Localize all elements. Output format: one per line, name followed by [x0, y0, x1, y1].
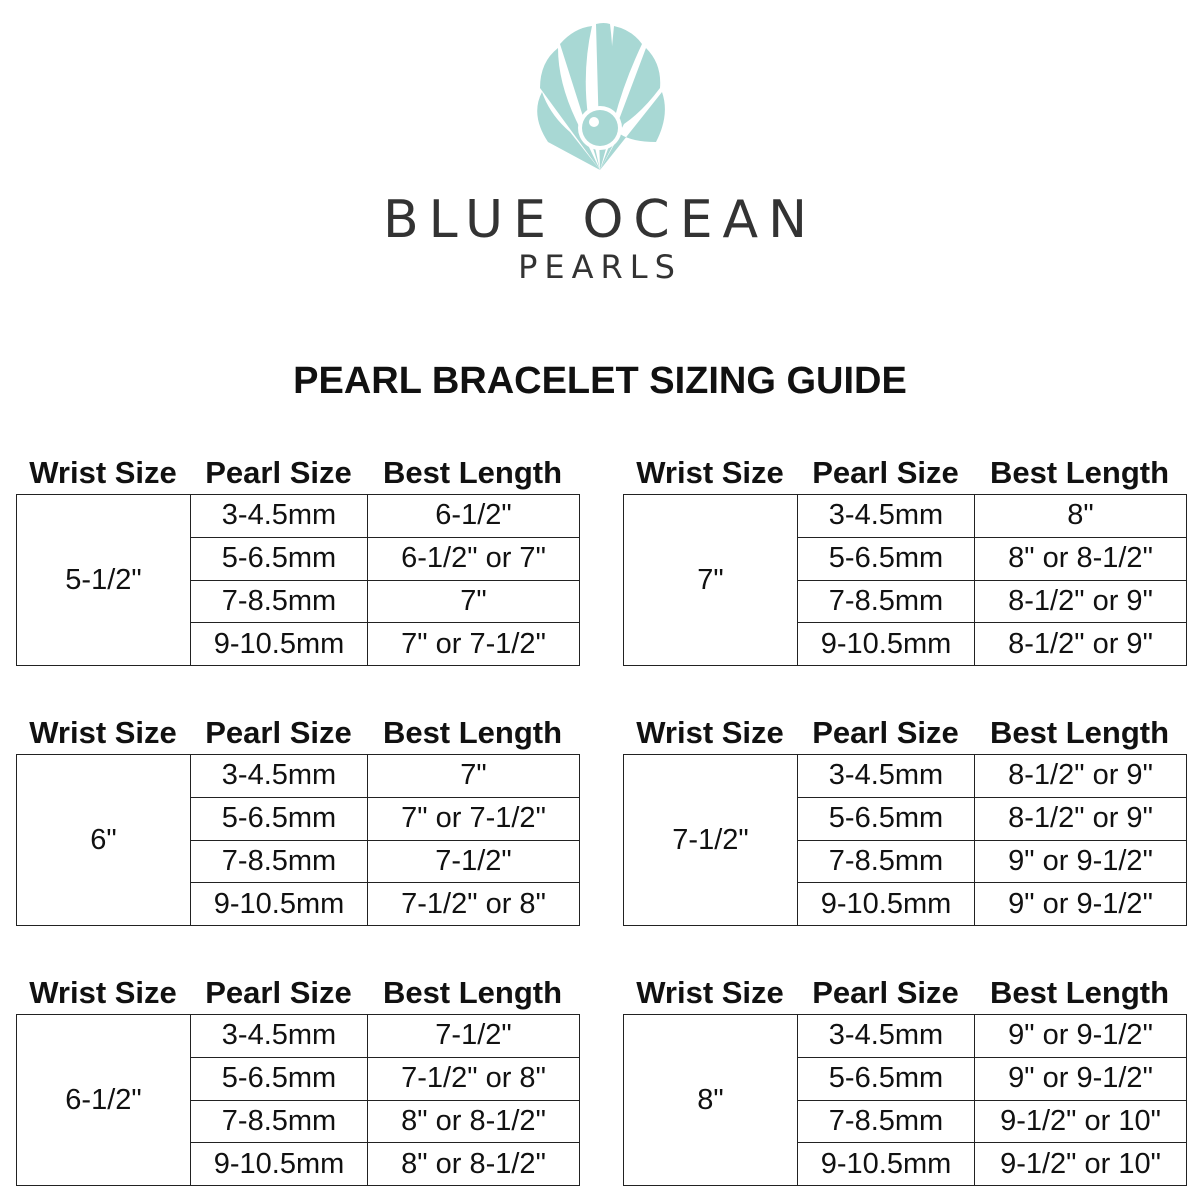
brand-name: BLUE OCEAN: [382, 190, 818, 250]
best-length-header: Best Length: [989, 455, 1170, 490]
wrist-size-cell: 8": [624, 1015, 798, 1185]
wrist-size-cell: 7-1/2": [624, 755, 798, 925]
table-row: [798, 538, 1186, 581]
pearl-size-header: Pearl Size: [205, 715, 352, 750]
best-length-cell: 9-1/2" or 10": [1000, 1104, 1161, 1137]
table-row: [191, 883, 579, 925]
table-header: [623, 972, 1187, 1014]
table-row: [191, 538, 579, 581]
table-row: [191, 495, 579, 538]
pearl-size-cell: 5-6.5mm: [798, 538, 975, 580]
pearl-size-cell: 3-4.5mm: [798, 495, 975, 537]
wrist-size-header: Wrist Size: [29, 715, 177, 750]
table-row: [798, 1143, 1186, 1185]
table-row: [798, 1015, 1186, 1058]
wrist-size-cell: 6": [17, 755, 191, 925]
table-grid: [623, 1014, 1187, 1186]
wrist-size-header: Wrist Size: [636, 715, 784, 750]
best-length-cell: 8-1/2" or 9": [1008, 584, 1153, 617]
best-length-header: Best Length: [382, 455, 563, 490]
table-row: [191, 798, 579, 841]
best-length-cell: 8-1/2" or 9": [1008, 627, 1153, 660]
best-length-cell: 9-1/2" or 10": [1000, 1147, 1161, 1180]
best-length-cell: 7-1/2": [435, 1019, 512, 1052]
table-row: [798, 1058, 1186, 1101]
pearl-size-cell: 7-8.5mm: [191, 841, 368, 883]
best-length-cell: 6-1/2": [435, 499, 512, 532]
size-table: [16, 712, 580, 926]
table-row: [191, 1058, 579, 1101]
table-grid: [16, 494, 580, 666]
table-row: [798, 798, 1186, 841]
best-length-cell: 7-1/2": [435, 844, 512, 877]
table-row: [798, 495, 1186, 538]
pearl-size-cell: 3-4.5mm: [191, 1015, 368, 1057]
best-length-cell: 7" or 7-1/2": [401, 627, 546, 660]
table-grid: [16, 1014, 580, 1186]
table-grid: [623, 494, 1187, 666]
pearl-size-header: Pearl Size: [812, 715, 959, 750]
wrist-size-header: Wrist Size: [636, 455, 784, 490]
pearl-size-cell: 9-10.5mm: [191, 883, 368, 925]
best-length-cell: 8" or 8-1/2": [401, 1104, 546, 1137]
best-length-header: Best Length: [989, 975, 1170, 1010]
pearl-size-header: Pearl Size: [205, 975, 352, 1010]
pearl-size-cell: 7-8.5mm: [798, 581, 975, 623]
pearl-size-cell: 9-10.5mm: [798, 883, 975, 925]
best-length-header: Best Length: [989, 715, 1170, 750]
table-header: [16, 712, 580, 754]
pearl-size-cell: 9-10.5mm: [798, 623, 975, 665]
table-row: [191, 1101, 579, 1144]
pearl-size-cell: 9-10.5mm: [191, 1143, 368, 1185]
wrist-size-cell: 5-1/2": [17, 495, 191, 665]
pearl-size-cell: 3-4.5mm: [191, 755, 368, 797]
table-row: [798, 755, 1186, 798]
best-length-cell: 7-1/2" or 8": [401, 887, 546, 920]
best-length-cell: 8-1/2" or 9": [1008, 759, 1153, 792]
table-row: [191, 581, 579, 624]
best-length-cell: 7-1/2" or 8": [401, 1062, 546, 1095]
table-header: [16, 452, 580, 494]
best-length-cell: 9" or 9-1/2": [1008, 844, 1153, 877]
table-row: [191, 841, 579, 884]
table-row: [191, 1143, 579, 1185]
pearl-size-header: Pearl Size: [205, 455, 352, 490]
wrist-size-cell: 7": [624, 495, 798, 665]
table-row: [191, 755, 579, 798]
best-length-cell: 6-1/2" or 7": [401, 542, 546, 575]
table-header: [623, 452, 1187, 494]
pearl-size-cell: 7-8.5mm: [191, 581, 368, 623]
best-length-cell: 7": [460, 584, 487, 617]
pearl-size-cell: 7-8.5mm: [798, 1101, 975, 1143]
pearl-size-cell: 5-6.5mm: [191, 1058, 368, 1100]
table-row: [798, 623, 1186, 665]
best-length-cell: 8-1/2" or 9": [1008, 802, 1153, 835]
pearl-size-cell: 5-6.5mm: [191, 798, 368, 840]
pearl-size-cell: 5-6.5mm: [191, 538, 368, 580]
best-length-cell: 7": [460, 759, 487, 792]
table-grid: [16, 754, 580, 926]
size-table: [623, 712, 1187, 926]
pearl-size-cell: 7-8.5mm: [798, 841, 975, 883]
shell-pearl-icon: [520, 20, 680, 180]
table-row: [191, 1015, 579, 1058]
table-row: [798, 841, 1186, 884]
wrist-size-header: Wrist Size: [29, 455, 177, 490]
size-table: [623, 972, 1187, 1186]
pearl-size-header: Pearl Size: [812, 455, 959, 490]
pearl-size-cell: 5-6.5mm: [798, 798, 975, 840]
page-title: PEARL BRACELET SIZING GUIDE: [293, 360, 907, 402]
size-table: [16, 452, 580, 666]
pearl-size-cell: 9-10.5mm: [191, 623, 368, 665]
best-length-cell: 8" or 8-1/2": [401, 1147, 546, 1180]
best-length-cell: 9" or 9-1/2": [1008, 1019, 1153, 1052]
pearl-size-cell: 7-8.5mm: [191, 1101, 368, 1143]
pearl-size-header: Pearl Size: [812, 975, 959, 1010]
pearl-size-cell: 3-4.5mm: [191, 495, 368, 537]
best-length-cell: 8" or 8-1/2": [1008, 542, 1153, 575]
size-table: [623, 452, 1187, 666]
wrist-size-cell: 6-1/2": [17, 1015, 191, 1185]
pearl-size-cell: 9-10.5mm: [798, 1143, 975, 1185]
table-grid: [623, 754, 1187, 926]
size-table: [16, 972, 580, 1186]
best-length-header: Best Length: [382, 715, 563, 750]
table-header: [623, 712, 1187, 754]
best-length-header: Best Length: [382, 975, 563, 1010]
best-length-cell: 7" or 7-1/2": [401, 802, 546, 835]
pearl-size-cell: 5-6.5mm: [798, 1058, 975, 1100]
wrist-size-header: Wrist Size: [636, 975, 784, 1010]
wrist-size-header: Wrist Size: [29, 975, 177, 1010]
brand-subtitle: PEARLS: [518, 248, 682, 286]
pearl-size-cell: 3-4.5mm: [798, 1015, 975, 1057]
best-length-cell: 8": [1067, 499, 1094, 532]
table-header: [16, 972, 580, 1014]
table-row: [798, 883, 1186, 925]
pearl-size-cell: 3-4.5mm: [798, 755, 975, 797]
table-row: [798, 581, 1186, 624]
brand-logo: [0, 20, 1200, 180]
table-row: [191, 623, 579, 665]
best-length-cell: 9" or 9-1/2": [1008, 1062, 1153, 1095]
best-length-cell: 9" or 9-1/2": [1008, 887, 1153, 920]
table-row: [798, 1101, 1186, 1144]
